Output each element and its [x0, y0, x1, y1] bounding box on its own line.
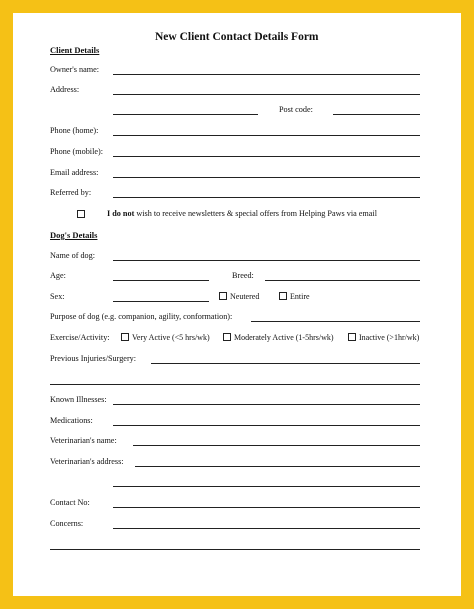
- purpose-field[interactable]: [251, 321, 420, 322]
- very-active-label: Very Active (<5 hrs/wk): [132, 333, 210, 342]
- address-label: Address:: [50, 85, 80, 94]
- phone-home-label: Phone (home):: [50, 126, 99, 135]
- dog-name-field[interactable]: [113, 260, 420, 261]
- illnesses-label: Known Illnesses:: [50, 395, 107, 404]
- sex-field[interactable]: [113, 301, 209, 302]
- form-sheet: [13, 13, 461, 596]
- injuries-field-2[interactable]: [50, 384, 420, 385]
- illnesses-field[interactable]: [113, 404, 420, 405]
- vet-address-field-1[interactable]: [135, 466, 420, 467]
- vet-address-field-2[interactable]: [113, 486, 420, 487]
- vet-name-label: Veterinarian's name:: [50, 436, 117, 445]
- phone-mobile-label: Phone (mobile):: [50, 147, 103, 156]
- neutered-option[interactable]: [219, 292, 259, 301]
- newsletter-checkbox[interactable]: [77, 210, 85, 218]
- newsletter-bold-text: I do not: [107, 209, 135, 218]
- post-code-field[interactable]: [333, 114, 420, 115]
- breed-label: Breed:: [232, 271, 254, 280]
- moderately-active-checkbox[interactable]: [223, 333, 231, 341]
- entire-checkbox[interactable]: [279, 292, 287, 300]
- address-field-1[interactable]: [113, 94, 420, 95]
- inactive-option[interactable]: [348, 333, 419, 342]
- dog-name-label: Name of dog:: [50, 251, 96, 260]
- form-title: New Client Contact Details Form: [155, 31, 319, 43]
- injuries-label: Previous Injuries/Surgery:: [50, 354, 137, 363]
- moderately-active-option[interactable]: [223, 333, 334, 342]
- moderately-active-label: Moderately Active (1-5hrs/wk): [234, 333, 334, 342]
- sex-label: Sex:: [50, 292, 65, 301]
- email-field[interactable]: [113, 177, 420, 178]
- vet-name-field[interactable]: [133, 445, 420, 446]
- purpose-label: Purpose of dog (e.g. companion, agility, conformation):: [50, 312, 233, 321]
- post-code-label: Post code:: [279, 105, 313, 114]
- phone-mobile-field[interactable]: [113, 156, 420, 157]
- contact-no-label: Contact No:: [50, 498, 90, 507]
- very-active-checkbox[interactable]: [121, 333, 129, 341]
- inactive-label: Inactive (>1hr/wk): [359, 333, 420, 342]
- concerns-label: Concerns:: [50, 519, 84, 528]
- entire-label: Entire: [290, 292, 310, 301]
- owner-name-label: Owner's name:: [50, 65, 99, 74]
- referred-by-label: Referred by:: [50, 188, 92, 197]
- newsletter-rest-text: wish to receive newsletters & special offers from Helping Paws via email: [136, 209, 377, 218]
- client-details-heading: Client Details: [50, 45, 100, 55]
- owner-name-field[interactable]: [113, 74, 420, 75]
- vet-address-label: Veterinarian's address:: [50, 457, 124, 466]
- medications-label: Medications:: [50, 416, 93, 425]
- breed-field[interactable]: [265, 280, 420, 281]
- age-label: Age:: [50, 271, 66, 280]
- very-active-option[interactable]: [121, 333, 210, 342]
- phone-home-field[interactable]: [113, 135, 420, 136]
- inactive-checkbox[interactable]: [348, 333, 356, 341]
- neutered-checkbox[interactable]: [219, 292, 227, 300]
- concerns-field-2[interactable]: [50, 549, 420, 550]
- address-field-2[interactable]: [113, 114, 258, 115]
- email-label: Email address:: [50, 168, 99, 177]
- referred-by-field[interactable]: [113, 197, 420, 198]
- entire-option[interactable]: [279, 292, 310, 301]
- age-field[interactable]: [113, 280, 209, 281]
- newsletter-text: [107, 209, 377, 218]
- contact-no-field[interactable]: [113, 507, 420, 508]
- exercise-label: Exercise/Activity:: [50, 333, 110, 342]
- concerns-field-1[interactable]: [113, 528, 420, 529]
- injuries-field-1[interactable]: [151, 363, 420, 364]
- dog-details-heading: Dog's Details: [50, 230, 98, 240]
- neutered-label: Neutered: [230, 292, 260, 301]
- medications-field[interactable]: [113, 425, 420, 426]
